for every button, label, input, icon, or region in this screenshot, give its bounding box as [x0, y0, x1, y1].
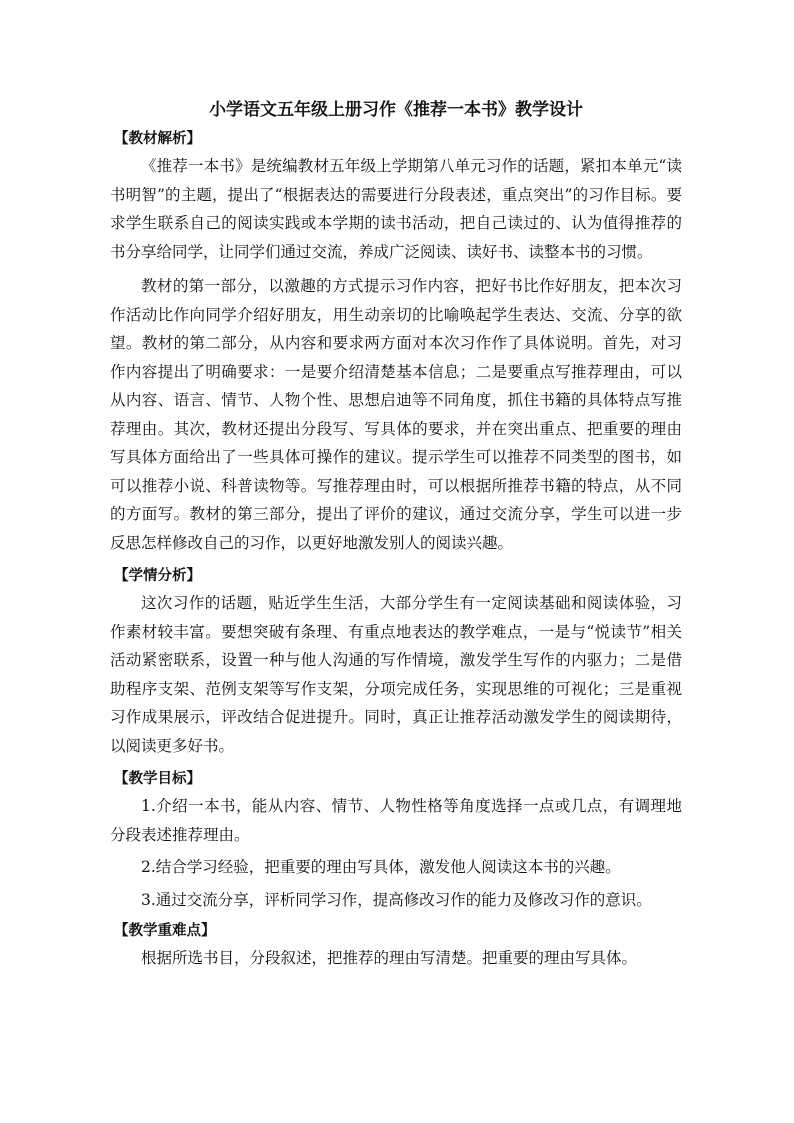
- teaching-goal-3: 3.通过交流分享，评析同学习作，提高修改习作的能力及修改习作的意识。: [141, 890, 652, 909]
- material-analysis-paragraph-1: 《推荐一本书》是统编教材五年级上学期第八单元习作的话题，紧扣本单元“读书明智”的主题，提出了“根据表达的需要进行分段表述，重点突出”的习作目标。要求学生联系自己的阅读实践或本学期的读书活动，把自己读过的、认为值得推荐的书分享给同学，让同学们通过交流，养成广泛阅读、读好书、读整本书的习惯。: [110, 157, 682, 261]
- teaching-goal-1: 1.介绍一本书，能从内容、情节、人物性格等角度选择一点或几点，有调理地分段表述推荐理由。: [110, 797, 682, 844]
- document-title: 小学语文五年级上册习作《推荐一本书》教学设计: [209, 100, 583, 120]
- student-analysis-paragraph: 这次习作的话题，贴近学生生活，大部分学生有一定阅读基础和阅读体验，习作素材较丰富。要想突破有条理、有重点地表达的教学难点，一是与“悦读节”相关活动紧密联系，设置一种与他人沟通的写作情境，激发学生写作的内驱力；二是借助程序支架、范例支架等写作支架，分项完成任务，实现思维的可视化；三是重视习作成果展示，评改结合促进提升。同时，真正让推荐活动激发学生的阅读期待，以阅读更多好书。: [110, 594, 682, 755]
- key-points-paragraph: 根据所选书目，分段叙述，把推荐的理由写清楚。把重要的理由写具体。: [141, 949, 638, 967]
- material-analysis-paragraph-2: 教材的第一部分，以激趣的方式提示习作内容，把好书比作好朋友，把本次习作活动比作向同学介绍好朋友，用生动亲切的比喻唤起学生表达、交流、分享的欲望。教材的第二部分，从内容和要求两方面对本次习作作了具体说明。首先，对习作内容提出了明确要求：一是要介绍清楚基本信息；二是要重点写推荐理由，可以从内容、语言、情节、人物个性、思想启迪等不同角度，抓住书籍的具体特点写推荐理由。其次，教材还提出分段写、写具体的要求，并在突出重点、把重要的理由写具体方面给出了一些具体可操作的建议。提示学生可以推荐不同类型的图书，如可以推荐小说、科普读物等。写推荐理由时，可以根据所推荐书籍的特点，从不同的方面写。教材的第三部分，提出了评价的建议，通过交流分享，学生可以进一步反思怎样修改自己的习作，以更好地激发别人的阅读兴趣。: [110, 277, 682, 552]
- section-heading-key-points: 【教学重难点】: [114, 923, 216, 939]
- section-heading-material-analysis: 【教材解析】: [114, 131, 201, 147]
- teaching-goal-2: 2.结合学习经验，把重要的理由写具体，激发他人阅读这本书的兴趣。: [141, 858, 621, 876]
- section-heading-teaching-goals: 【教学目标】: [114, 771, 201, 787]
- section-heading-student-analysis: 【学情分析】: [114, 568, 201, 584]
- document-page: [110, 96, 682, 979]
